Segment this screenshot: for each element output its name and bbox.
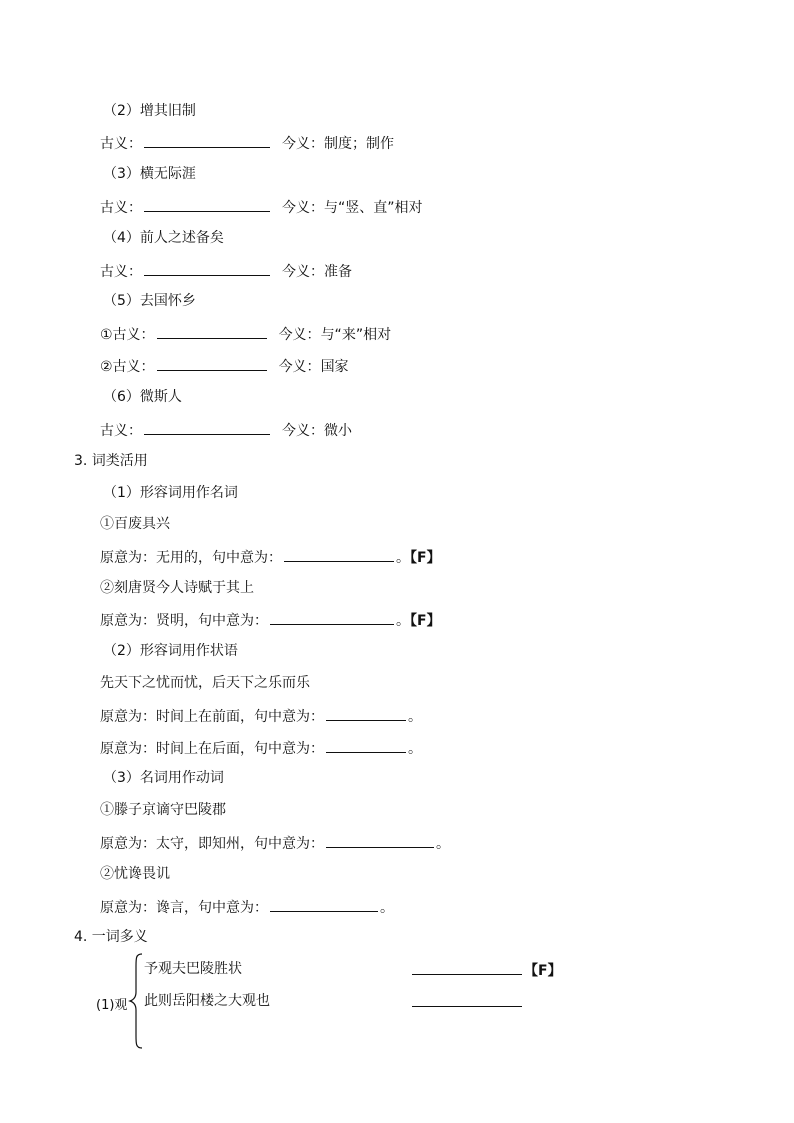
period: 。 xyxy=(380,900,394,916)
gu-yi-label: 古义： xyxy=(100,200,142,216)
answer-blank[interactable] xyxy=(157,356,267,371)
gu-yi-row xyxy=(100,197,423,217)
jin-yi-label: 今义： xyxy=(282,136,324,152)
gu-yi-row xyxy=(100,133,394,153)
jin-yi-value: 国家 xyxy=(320,359,349,375)
gu-yi-label: 古义： xyxy=(100,264,142,280)
meaning-text: 原意为：时间上在前面，句中意为： xyxy=(100,709,324,725)
item-title: （5）去国怀乡 xyxy=(103,293,196,309)
answer-blank[interactable] xyxy=(326,706,406,721)
answer-blank[interactable] xyxy=(270,610,394,625)
answer-blank[interactable] xyxy=(157,324,267,339)
meaning-text: 原意为：无用的，句中意为： xyxy=(100,550,282,566)
jin-yi-value: 与“来”相对 xyxy=(320,327,392,343)
answer-blank[interactable] xyxy=(144,133,270,148)
example-sentence: ②忧谗畏讥 xyxy=(100,866,170,882)
answer-blank[interactable] xyxy=(326,833,434,848)
meaning-text: 原意为：太守，即知州，句中意为： xyxy=(100,836,324,852)
example-sentence: ①百废具兴 xyxy=(100,516,170,532)
tag-f: 【F】 xyxy=(524,963,562,979)
meaning-row xyxy=(100,833,450,853)
jin-yi-value: 准备 xyxy=(324,264,352,280)
gu-yi-label: ①古义： xyxy=(100,327,155,343)
meaning-text: 原意为：时间上在后面，句中意为： xyxy=(100,741,324,757)
polysemy-sentence: 此则岳阳楼之大观也 xyxy=(144,993,270,1009)
subsection-title: （2）形容词用作状语 xyxy=(103,643,238,659)
polysemy-answer-row xyxy=(410,960,562,980)
period: 。 xyxy=(396,550,410,566)
period: 。 xyxy=(396,613,410,629)
gu-yi-label: 古义： xyxy=(100,136,142,152)
gu-yi-row xyxy=(100,324,391,344)
section-heading: 4. 一词多义 xyxy=(74,929,148,945)
meaning-text: 原意为：谗言，句中意为： xyxy=(100,900,268,916)
example-sentence: 先天下之忧而忧，后天下之乐而乐 xyxy=(100,675,310,691)
answer-blank[interactable] xyxy=(412,992,522,1007)
section-heading: 3. 词类活用 xyxy=(74,453,148,469)
tag-f: 【F】 xyxy=(410,613,441,629)
answer-blank[interactable] xyxy=(144,420,270,435)
item-title: （4）前人之述备矣 xyxy=(103,230,224,246)
subsection-title: （1）形容词用作名词 xyxy=(103,485,238,501)
gu-yi-row xyxy=(100,420,352,440)
jin-yi-label: 今义： xyxy=(282,200,324,216)
jin-yi-label: 今义： xyxy=(282,264,324,280)
meaning-row xyxy=(100,738,422,758)
tag-f: 【F】 xyxy=(410,550,441,566)
meaning-row xyxy=(100,706,422,726)
jin-yi-label: 今义： xyxy=(278,359,321,375)
answer-blank[interactable] xyxy=(284,547,394,562)
jin-yi-value: 制度；制作 xyxy=(324,136,394,152)
answer-blank[interactable] xyxy=(144,197,270,212)
item-title: （2）增其旧制 xyxy=(103,103,196,119)
item-title: （6）微斯人 xyxy=(103,389,182,405)
answer-blank[interactable] xyxy=(412,960,522,975)
jin-yi-label: 今义： xyxy=(278,327,321,343)
period: 。 xyxy=(436,836,450,852)
gu-yi-label: ②古义： xyxy=(100,359,155,375)
meaning-row xyxy=(100,897,394,917)
period: 。 xyxy=(408,709,422,725)
example-sentence: ①滕子京谪守巴陵郡 xyxy=(100,802,226,818)
meaning-text: 原意为：贤明，句中意为： xyxy=(100,613,268,629)
answer-blank[interactable] xyxy=(270,897,378,912)
curly-brace-icon xyxy=(128,952,144,1050)
gu-yi-label: 古义： xyxy=(100,423,142,439)
period: 。 xyxy=(408,741,422,757)
polysemy-answer-row xyxy=(410,992,524,1012)
meaning-row xyxy=(100,610,441,630)
gu-yi-row xyxy=(100,261,352,281)
polysemy-sentence: 予观夫巴陵胜状 xyxy=(144,961,242,977)
jin-yi-value: 微小 xyxy=(324,423,352,439)
example-sentence: ②刻唐贤今人诗赋于其上 xyxy=(100,580,254,596)
answer-blank[interactable] xyxy=(326,738,406,753)
meaning-row xyxy=(100,547,441,567)
answer-blank[interactable] xyxy=(144,261,270,276)
gu-yi-row xyxy=(100,356,349,376)
item-title: （3）横无际涯 xyxy=(103,166,196,182)
word-label: (1)观 xyxy=(96,998,128,1013)
jin-yi-label: 今义： xyxy=(282,423,324,439)
subsection-title: （3）名词用作动词 xyxy=(103,770,224,786)
jin-yi-value: 与“竖、直”相对 xyxy=(324,200,423,216)
